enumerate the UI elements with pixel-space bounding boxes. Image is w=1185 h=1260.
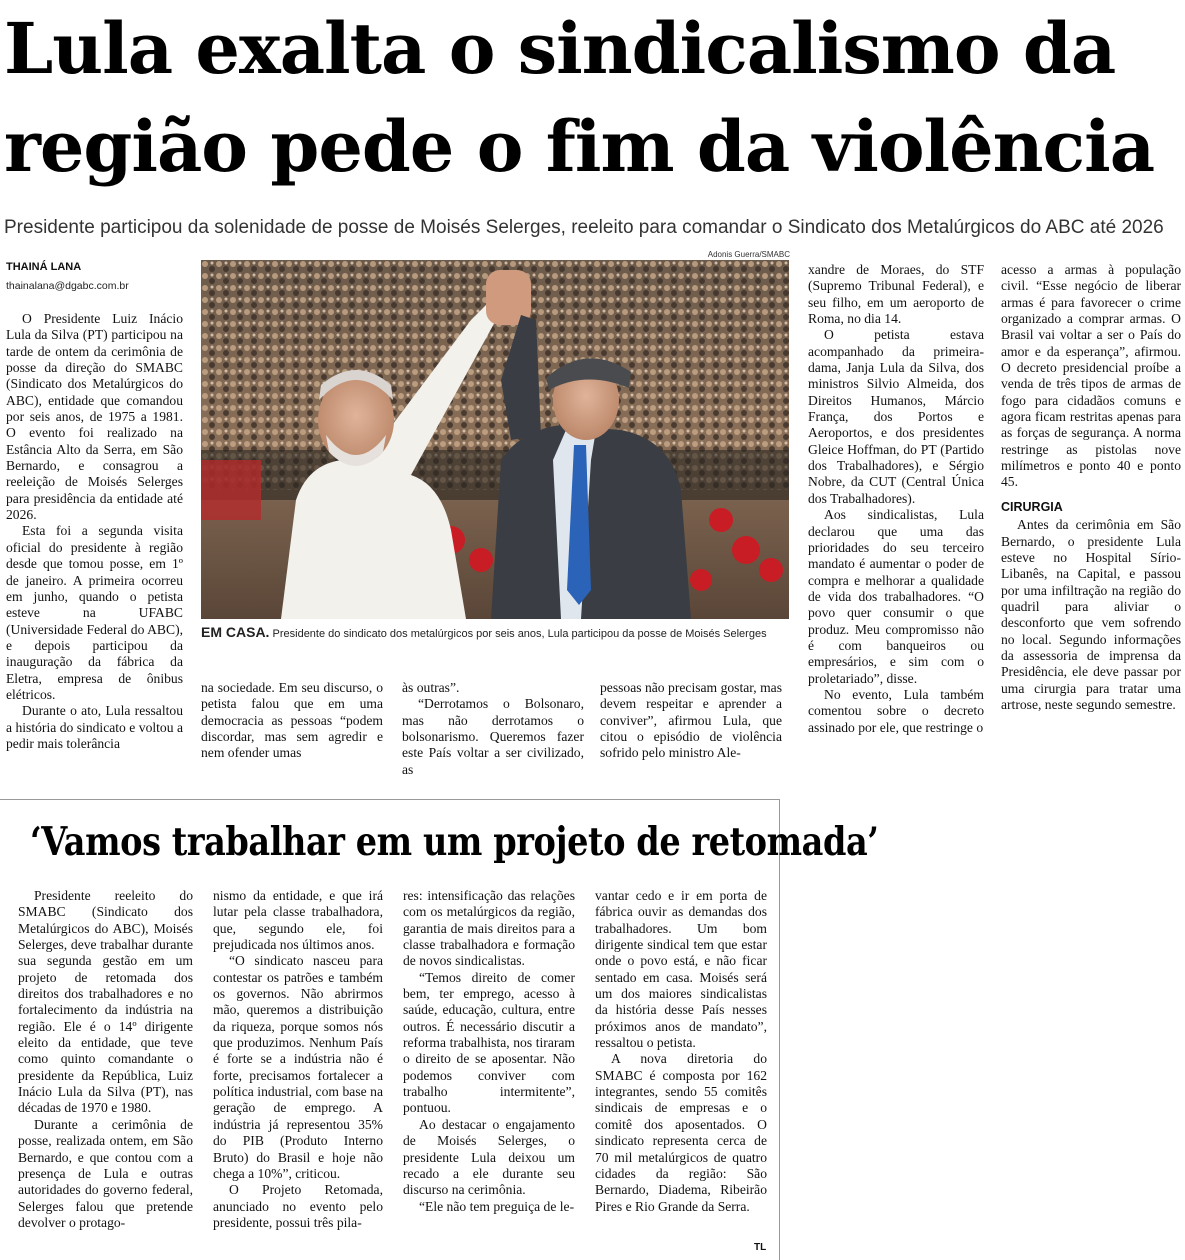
headline-line-2: região pede o fim da violência [4, 105, 1155, 188]
paragraph: vantar cedo e ir em porta de fábrica ouvir as demandas dos trabalhadores. Um bom dirigente sindical tem que estar onde o povo está, e não ficar sentado em casa. Moisés será um dos maiores sindicalistas da história desse País nesses próximos anos de mandato”, ressaltou o petista. [595, 888, 767, 1051]
article-column-5 [808, 262, 984, 736]
paragraph: No evento, Lula também comentou sobre o decreto assinado por ele, que restringe o [808, 686, 984, 735]
article-column-4 [600, 680, 782, 762]
paragraph: pessoas não precisam gostar, mas devem respeitar e aprender a conviver”, afirmou Lula, que citou o episódio de violência sofrido pelo ministro Ale- [600, 680, 782, 761]
subtitle: Presidente participou da solenidade de posse de Moisés Selerges, reeleito para comandar o Sindicato dos Metalúrgicos do ABC até 2026 [4, 217, 1164, 238]
byline-author: THAINÁ LANA [6, 261, 82, 273]
paragraph: O Presidente Luiz Inácio Lula da Silva (PT) participou na tarde de ontem da cerimônia de posse da direção do SMABC (Sindicato dos Metalúrgicos do ABC), entidade que comandou por seis anos, de 1975 a 1981. O evento foi realizado na Estância Alto da Serra, em São Bernardo, e consagrou a reeleição de Moisés Selerges para presidência da entidade até 2026. [6, 311, 183, 523]
author-signature: TL [754, 1242, 767, 1253]
article-column-1 [6, 311, 183, 752]
paragraph: “Ele não tem preguiça de le- [419, 1198, 575, 1214]
paragraph: Antes da cerimônia em São Bernardo, o presidente Lula esteve no Hospital Sírio-Libanês, na Capital, e passou por uma infiltração na região do quadril para aliviar o desconforto que vem sofrendo no local. Segundo informações da assessoria de imprensa da Presidência, ele deve passar por uma cirurgia para tratar uma artrose, neste segundo semestre. [1001, 517, 1181, 712]
paragraph: Aos sindicalistas, Lula declarou que uma das prioridades do seu terceiro mandato é aumentar o poder de compra e melhorar a qualidade de vida dos trabalhadores. “O povo quer consumir o que produz. Meu compromisso não é com banqueiros ou empresários, e sim com o proletariado”, disse. [808, 507, 984, 686]
paragraph: Esta foi a segunda visita oficial do presidente à região desde que tomou posse, em 1º de janeiro. A primeira ocorreu em junho, quando o petista esteve na UFABC (Universidade Federal do ABC), e depois participou da inauguração da fábrica da Eletra, empresa de ônibus elétricos. [6, 523, 183, 702]
caption-lead: EM CASA. [201, 624, 270, 640]
paragraph: às outras”. [402, 680, 460, 695]
box-column-4 [595, 888, 767, 1215]
photo-caption [201, 624, 789, 642]
article-column-3 [402, 680, 584, 778]
paragraph: A nova diretoria do SMABC é composta por 162 integrantes, sendo 55 comitês sindicais de empresas e o comitê dos aposentados. O sindicato representa cerca de 70 mil metalúrgicos de quatro cidades da região: São Bernardo, Diadema, Ribeirão Pires e Rio Grande da Serra. [595, 1051, 767, 1214]
paragraph: “Derrotamos o Bolsonaro, mas não derrotamos o bolsonarismo. Queremos fazer este País voltar a ser civilizado, as [402, 696, 584, 777]
box-title: ‘Vamos trabalhar em um projeto de retomada’ [30, 819, 879, 865]
photo-credit: Adonis Guerra/SMABC [707, 250, 790, 259]
paragraph: Durante o ato, Lula ressaltou a história do sindicato e voltou a pedir mais tolerância [6, 703, 183, 751]
box-column-3 [403, 888, 575, 1215]
caption-text: Presidente do sindicato dos metalúrgicos por seis anos, Lula participou da posse de Moisés Selerges [269, 628, 767, 640]
paragraph: acesso a armas à população civil. “Esse negócio de liberar armas é para favorecer o crime organizado a comprar armas. O Brasil vai voltar a ser o País do amor e da esperança”, afirmou. O decreto presidencial proíbe a venda de três tipos de armas de fogo para cidadãos comuns e agora ficam restritas apenas para as forças de segurança. A norma restringe as pistolas nove milímetros e ponto 40 e ponto 45. [1001, 262, 1181, 490]
paragraph: xandre de Moraes, do STF (Supremo Tribunal Federal), e seu filho, em um aeroporto de Roma, no dia 14. [808, 262, 984, 327]
headline-line-1: Lula exalta o sindicalismo da [4, 7, 1116, 90]
paragraph: “O sindicato nasceu para contestar os patrões e também os governos. Não abrirmos mão, queremos a distribuição da riqueza, porque somos nós que produzimos. Nenhum País é forte se a indústria não é forte, precisamos fortalecer a política industrial, com base na geração de emprego. A indústria já representou 35% do PIB (Produto Interno Bruto) do Brasil e hoje não chega a 10%”, criticou. [213, 953, 383, 1181]
paragraph: O petista estava acompanhado da primeira-dama, Janja Lula da Silva, dos ministros Silvio Almeida, dos Direitos Humanos, Márcio França, dos Portos e Aeroportos, e dos presidentes Gleice Hoffman, do PT (Partido dos Trabalhadores), e Sérgio Nobre, da CUT (Central Única dos Trabalhadores). [808, 327, 984, 506]
headline [4, 0, 1184, 196]
paragraph: O Projeto Retomada, anunciado no evento pelo presidente, possui três pila- [213, 1182, 383, 1230]
box-column-2 [213, 888, 383, 1231]
byline-email: thainalana@dgabc.com.br [6, 280, 129, 292]
paragraph: Presidente reeleito do SMABC (Sindicato dos Metalúrgicos do ABC), Moisés Selerges, deve trabalhar durante sua segunda gestão em um projeto de retomada dos direitos dos trabalhadores e no fortalecimento da indústria na região. Ele é o 14º dirigente eleito da entidade, que teve como quinto comandante o presidente da República, Luiz Inácio Lula da Silva (PT), nas décadas de 1970 e 1980. [18, 888, 193, 1116]
article-column-6 [1001, 262, 1181, 713]
paragraph: res: intensificação das relações com os metalúrgicos da região, garantia de mais direitos para a classe trabalhadora e formação de novos sindicalistas. [403, 888, 575, 969]
article-column-2 [201, 680, 383, 762]
paragraph: Ao destacar o engajamento de Moisés Selerges, o presidente Lula deixou um recado a ele durante seu discurso na cerimônia. [403, 1116, 575, 1198]
paragraph: “Temos direito de comer bem, ter emprego, acesso à saúde, educação, cultura, entre outros. É necessário discutir a reforma trabalhista, nos tiraram o direito de se aposentar. Não podemos conviver com trabalho intermitente”, pontuou. [403, 969, 575, 1116]
photo-illustration [201, 260, 789, 619]
news-photo [201, 260, 789, 619]
paragraph: Durante a cerimônia de posse, realizada ontem, em São Bernardo, e que contou com a presença de Lula e outras autoridades do governo federal, Selerges falou que pretende devolver o protago- [18, 1116, 193, 1230]
box-column-1 [18, 888, 193, 1231]
paragraph: nismo da entidade, e que irá lutar pela classe trabalhadora, que, segundo ele, foi prejudicada nos últimos anos. [213, 888, 383, 953]
section-subhead: CIRURGIA [1001, 499, 1063, 514]
paragraph: na sociedade. Em seu discurso, o petista falou que em uma democracia as pessoas “podem discordar, mas sem agredir e nem ofender umas [201, 680, 383, 761]
